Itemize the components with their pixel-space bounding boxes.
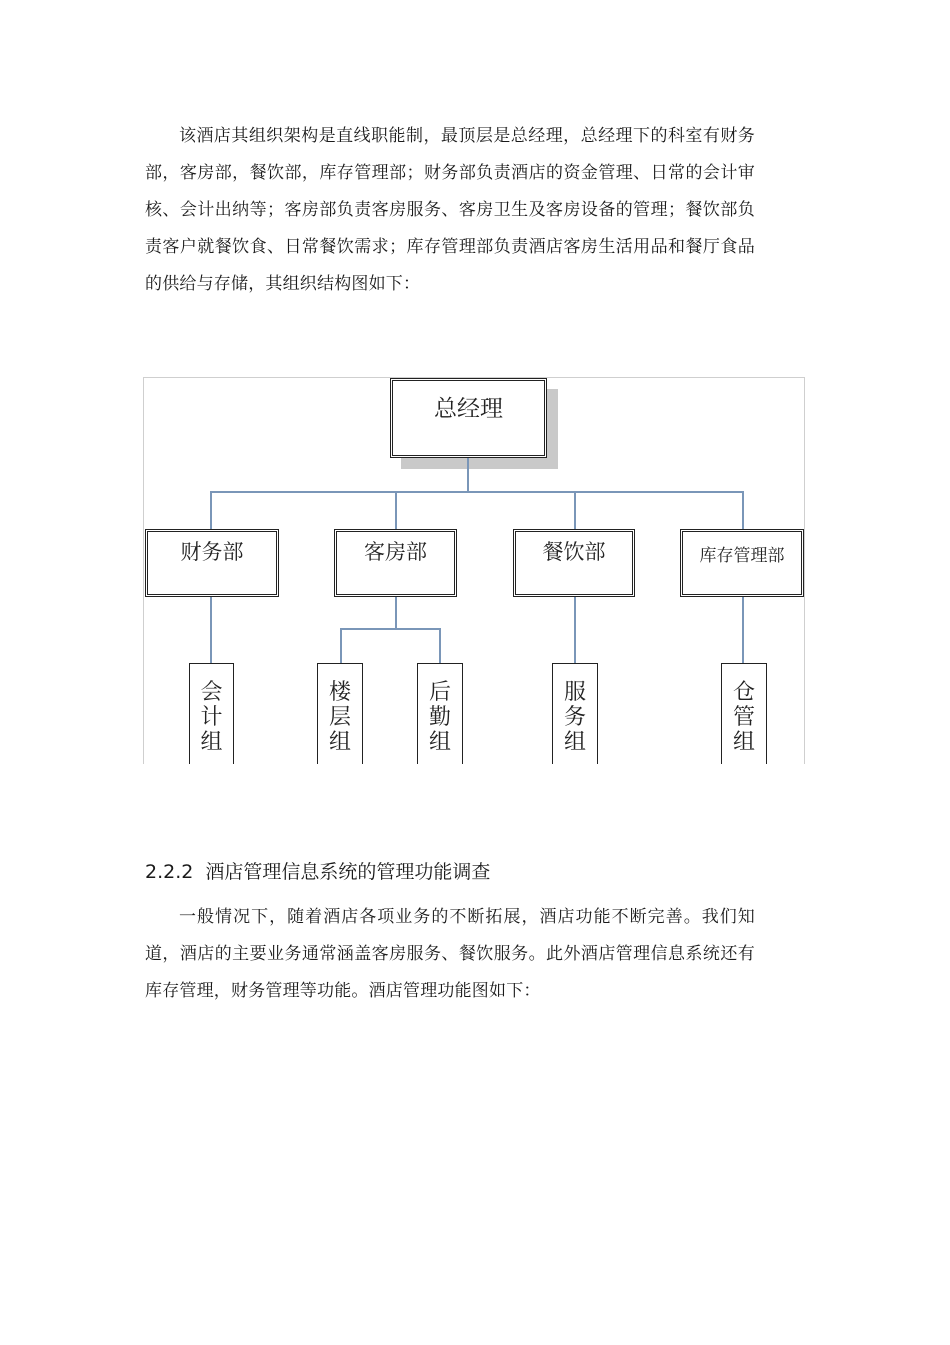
root-connector: [467, 458, 469, 492]
rooms-group-bus: [340, 628, 441, 630]
section-number: 2.2.2: [145, 861, 194, 883]
group-label-logistics: 后勤组: [428, 680, 451, 755]
dept-label-catering: 餐饮部: [542, 540, 606, 564]
group-node-floor: [317, 663, 363, 764]
rooms-drop-floor: [340, 628, 342, 664]
group-label-service: 服务组: [563, 680, 586, 755]
dept-node-finance: [145, 529, 279, 597]
dept-node-inventory: [680, 529, 804, 597]
section-heading: [145, 856, 490, 888]
dept-label-finance: 财务部: [180, 540, 244, 564]
inventory-group-connector: [742, 597, 744, 664]
org-chart: [143, 377, 805, 764]
rooms-group-connector: [395, 597, 397, 629]
intro-paragraph: 该酒店其组织架构是直线职能制，最顶层是总经理，总经理下的科室有财务部，客房部，餐饮部，库存管理部；财务部负责酒店的资金管理、日常的会计审核、会计出纳等；客房部负责客房服务、客房卫生及客房设备的管理；餐饮部负责客户就餐饮食、日常餐饮需求；库存管理部负责酒店客房生活用品和餐厅食品的供给与存储，其组织结构图如下：: [145, 126, 755, 294]
group-node-accounting: [189, 663, 234, 764]
group-label-warehouse: 仓管组: [732, 680, 755, 755]
group-label-accounting: 会计组: [200, 680, 223, 755]
group-label-floor: 楼层组: [328, 680, 351, 755]
rooms-drop-logistics: [439, 628, 441, 664]
group-node-warehouse: [721, 663, 767, 764]
group-node-logistics: [417, 663, 463, 764]
dept-drop-rooms: [395, 491, 397, 530]
dept-node-catering: [513, 529, 635, 597]
dept-label-rooms: 客房部: [364, 540, 427, 564]
department-bus: [210, 491, 744, 493]
dept-node-rooms: [334, 529, 457, 597]
root-label: 总经理: [434, 396, 503, 422]
group-node-service: [552, 663, 598, 764]
dept-drop-finance: [210, 491, 212, 530]
catering-group-connector: [574, 597, 576, 664]
dept-drop-inventory: [742, 491, 744, 530]
section-title: 酒店管理信息系统的管理功能调查: [205, 861, 491, 883]
function-paragraph: 一般情况下，随着酒店各项业务的不断拓展，酒店功能不断完善。我们知道，酒店的主要业务通常涵盖客房服务、餐饮服务。此外酒店管理信息系统还有库存管理，财务管理等功能。酒店管理功能图如下：: [145, 907, 755, 1001]
root-node-general-manager: [390, 378, 547, 458]
dept-label-inventory: 库存管理部: [699, 546, 785, 566]
dept-drop-catering: [574, 491, 576, 530]
finance-group-connector: [210, 597, 212, 664]
